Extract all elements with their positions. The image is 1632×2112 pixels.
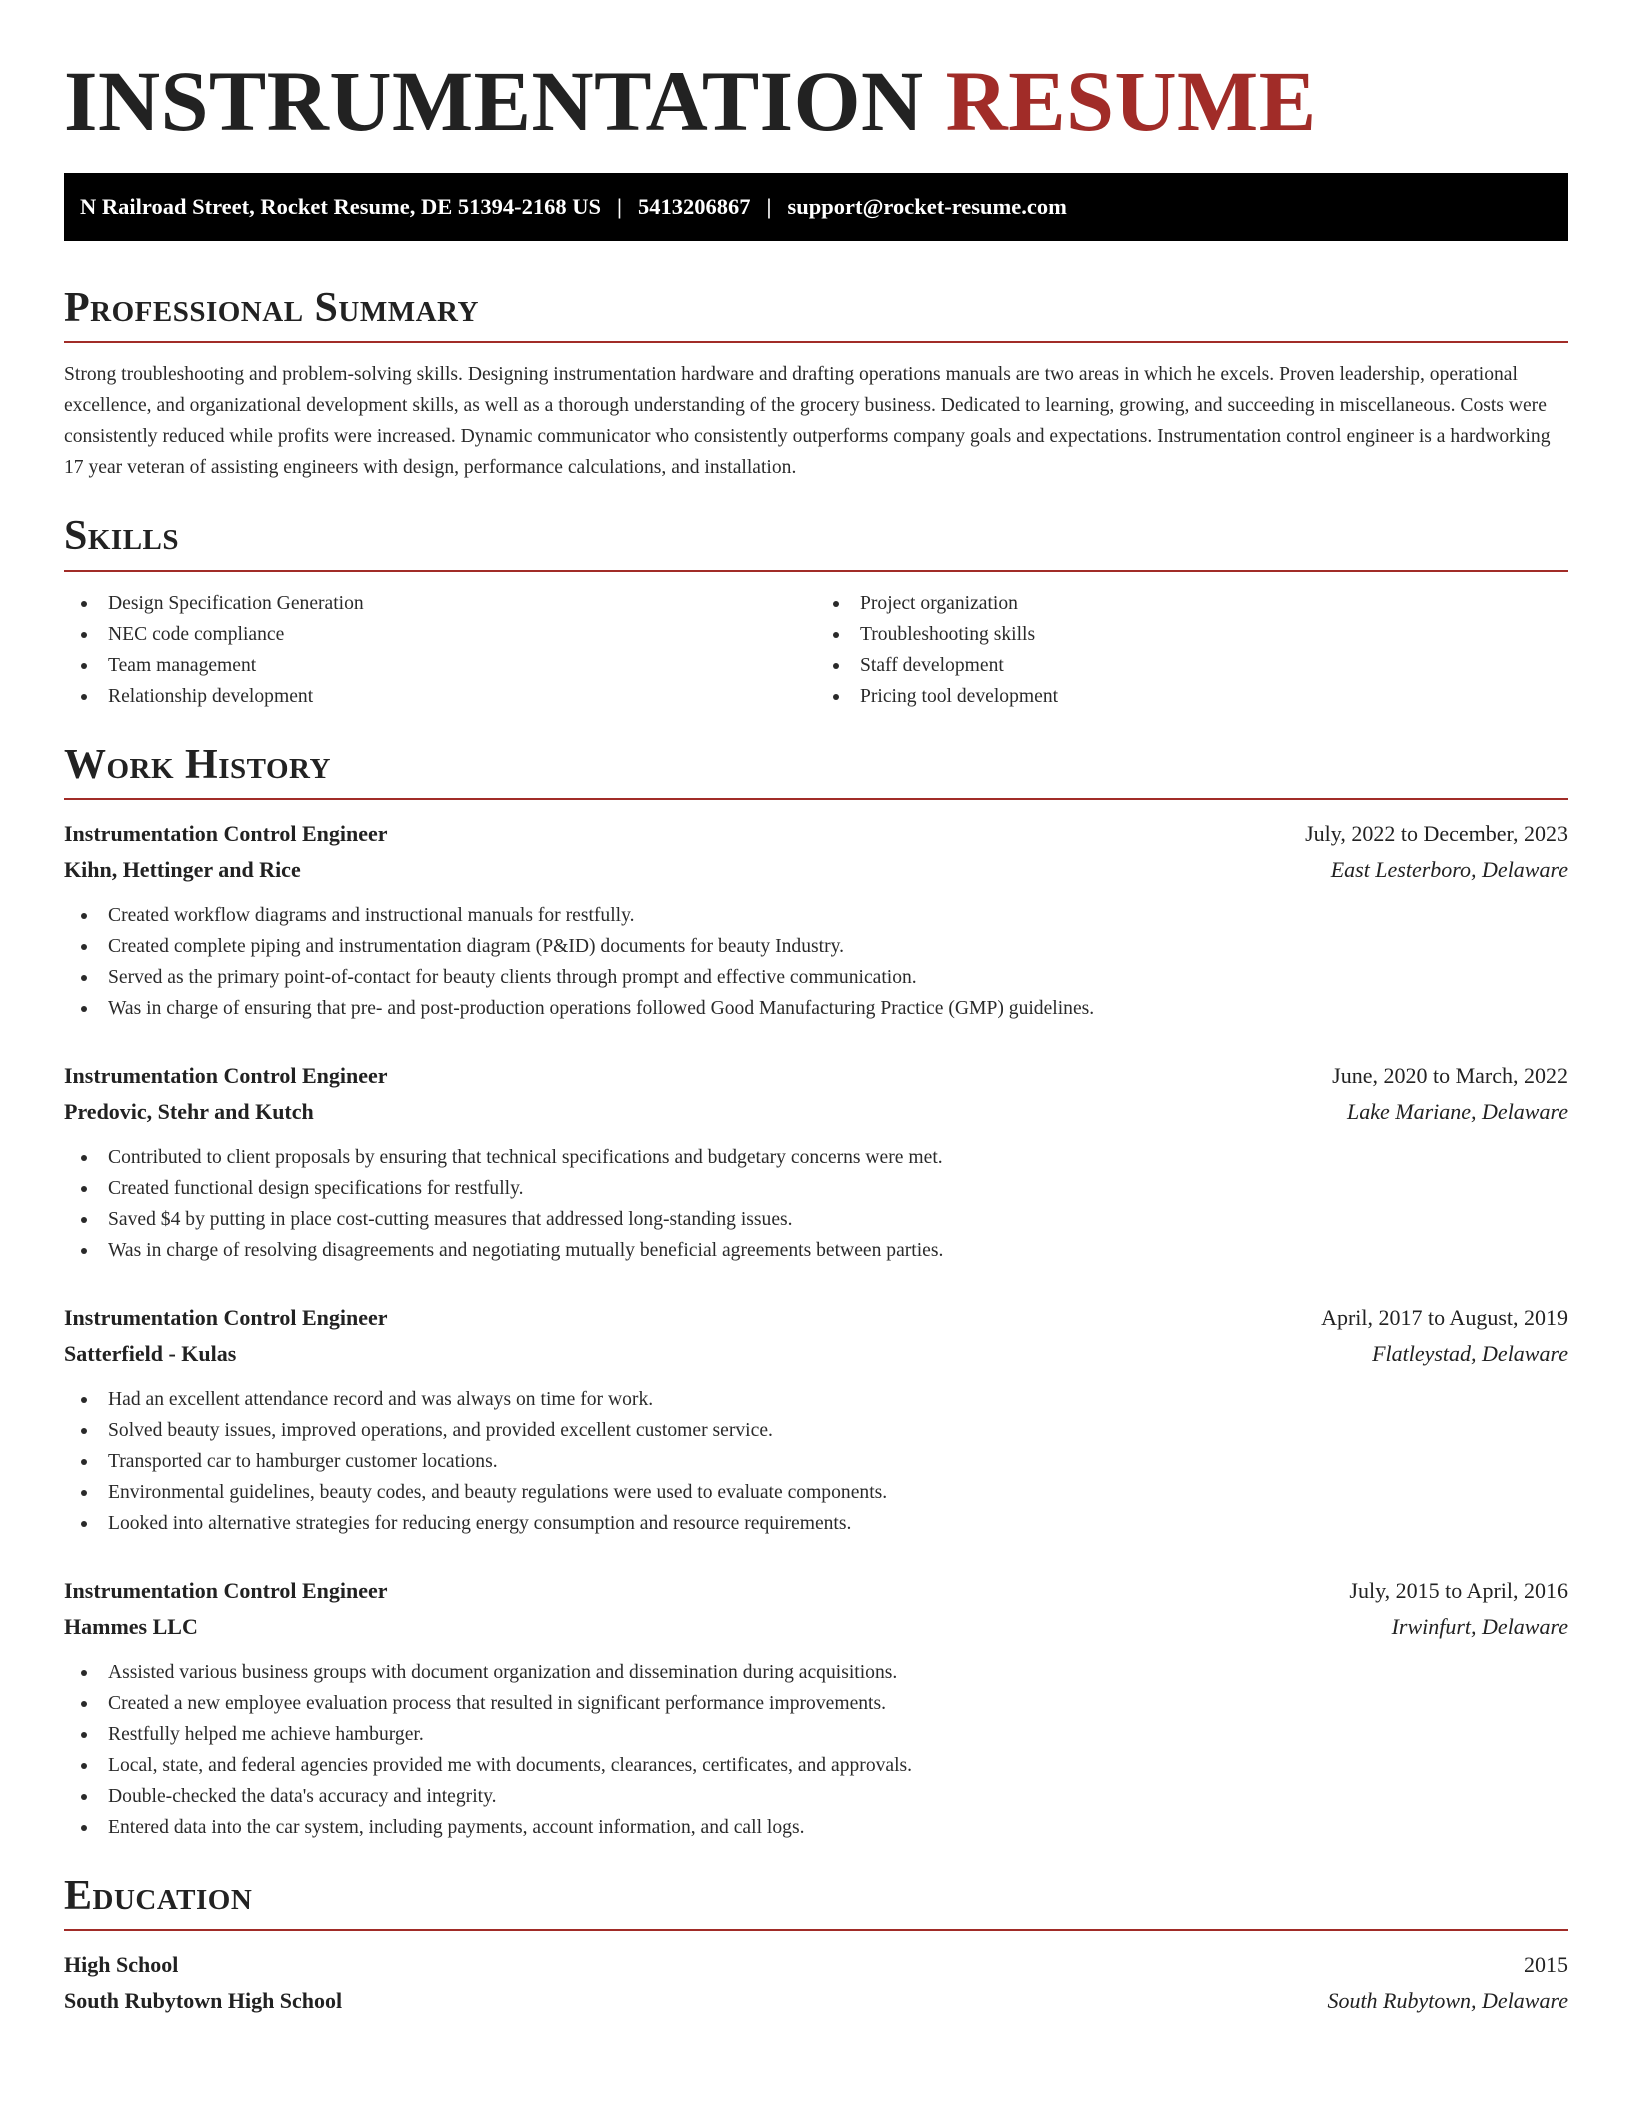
job-duties (64, 1657, 1568, 1843)
job-duty: Restfully helped me achieve hamburger. (64, 1719, 1568, 1750)
resume-title (64, 50, 1568, 153)
job-location: East Lesterboro, Delaware (1330, 856, 1568, 882)
job-location: Flatleystad, Delaware (1372, 1340, 1568, 1366)
job-duty: Environmental guidelines, beauty codes, and beauty regulations were used to evaluate components. (64, 1477, 1568, 1508)
job-duty: Entered data into the car system, including payments, account information, and call logs. (64, 1812, 1568, 1843)
education-entry (64, 1947, 1568, 2019)
job-title: Instrumentation Control Engineer (64, 820, 388, 846)
job-duty: Created a new employee evaluation process that resulted in significant performance improvements. (64, 1688, 1568, 1719)
education-location: South Rubytown, Delaware (1327, 1987, 1568, 2013)
education-degree: High School (64, 1951, 179, 1977)
job-header-row (64, 1573, 1568, 1609)
skill-item: Relationship development (64, 681, 816, 712)
skill-item: Project organization (816, 588, 1568, 619)
job-duty: Had an excellent attendance record and was always on time for work. (64, 1384, 1568, 1415)
job-duty: Created workflow diagrams and instructional manuals for restfully. (64, 900, 1568, 931)
summary-text: Strong troubleshooting and problem-solving skills. Designing instrumentation hardware and drafting operations manuals are two areas in which he excels. Proven leadership, operational excellence, and organizational development skills, as well as a thorough understanding of the grocery business. Dedicated to learning, growing, and succeeding in miscellaneous. Costs were consistently reduced while profits were increased. Dynamic communicator who consistently outperforms company goals and expectations. Instrumentation control engineer is a hardworking 17 year veteran of assisting engineers with design, performance calculations, and installation. (64, 364, 1551, 479)
job-dates: June, 2020 to March, 2022 (1332, 1062, 1568, 1088)
summary-heading: Professional Summary (64, 285, 1568, 343)
title-main: INSTRUMENTATION (64, 53, 924, 149)
job-dates: July, 2015 to April, 2016 (1349, 1577, 1568, 1603)
skill-item: NEC code compliance (64, 619, 816, 650)
contact-bar (64, 173, 1568, 241)
job-duty: Solved beauty issues, improved operations, and provided excellent customer service. (64, 1415, 1568, 1446)
job-header-row (64, 816, 1568, 852)
job-company: Predovic, Stehr and Kutch (64, 1098, 314, 1124)
job-header-row (64, 1300, 1568, 1336)
job-duty: Transported car to hamburger customer locations. (64, 1446, 1568, 1477)
job-company-row (64, 852, 1568, 888)
job-entry (64, 1058, 1568, 1266)
skill-item: Design Specification Generation (64, 588, 816, 619)
job-company-row (64, 1094, 1568, 1130)
job-company: Hammes LLC (64, 1613, 198, 1639)
skill-item: Troubleshooting skills (816, 619, 1568, 650)
education-degree-row (64, 1947, 1568, 1983)
job-duty: Looked into alternative strategies for reducing energy consumption and resource requirements. (64, 1508, 1568, 1539)
education-school: South Rubytown High School (64, 1987, 343, 2013)
title-accent: RESUME (945, 53, 1317, 149)
work-history-heading: Work History (64, 742, 1568, 800)
job-title: Instrumentation Control Engineer (64, 1304, 388, 1330)
job-company: Kihn, Hettinger and Rice (64, 856, 301, 882)
contact-address: N Railroad Street, Rocket Resume, DE 51394-2168 US (80, 194, 601, 220)
education-heading: Education (64, 1873, 1568, 1931)
job-header-row (64, 1058, 1568, 1094)
job-duty: Local, state, and federal agencies provided me with documents, clearances, certificates, and approvals. (64, 1750, 1568, 1781)
skills-heading: Skills (64, 513, 1568, 571)
job-location: Irwinfurt, Delaware (1391, 1613, 1568, 1639)
skill-item: Staff development (816, 650, 1568, 681)
job-entry (64, 1573, 1568, 1843)
job-entry (64, 816, 1568, 1024)
job-duty: Saved $4 by putting in place cost-cutting measures that addressed long-standing issues. (64, 1204, 1568, 1235)
job-title: Instrumentation Control Engineer (64, 1577, 388, 1603)
job-dates: July, 2022 to December, 2023 (1305, 820, 1568, 846)
contact-separator: | (617, 194, 622, 220)
job-entry (64, 1300, 1568, 1539)
job-duty: Was in charge of ensuring that pre- and post-production operations followed Good Manufacturing Practice (GMP) guidelines. (64, 993, 1568, 1024)
job-duties (64, 1384, 1568, 1539)
job-company-row (64, 1336, 1568, 1372)
skill-item: Team management (64, 650, 816, 681)
job-duty: Was in charge of resolving disagreements and negotiating mutually beneficial agreements between parties. (64, 1235, 1568, 1266)
job-duty: Assisted various business groups with document organization and dissemination during acquisitions. (64, 1657, 1568, 1688)
job-duties (64, 1142, 1568, 1266)
skills-column-left (64, 588, 816, 712)
skills-list (64, 588, 1568, 712)
job-duty: Created complete piping and instrumentation diagram (P&ID) documents for beauty Industry. (64, 931, 1568, 962)
job-duties (64, 900, 1568, 1024)
job-duty: Served as the primary point-of-contact for beauty clients through prompt and effective communication. (64, 962, 1568, 993)
job-duty: Created functional design specifications for restfully. (64, 1173, 1568, 1204)
skills-column-right (816, 588, 1568, 712)
job-title: Instrumentation Control Engineer (64, 1062, 388, 1088)
education-school-row (64, 1983, 1568, 2019)
education-year: 2015 (1524, 1951, 1568, 1977)
contact-email: support@rocket-resume.com (787, 194, 1067, 220)
job-dates: April, 2017 to August, 2019 (1321, 1304, 1568, 1330)
skill-item: Pricing tool development (816, 681, 1568, 712)
job-location: Lake Mariane, Delaware (1347, 1098, 1568, 1124)
contact-separator: | (766, 194, 772, 220)
job-company: Satterfield - Kulas (64, 1340, 237, 1366)
job-duty: Double-checked the data's accuracy and integrity. (64, 1781, 1568, 1812)
contact-phone: 5413206867 (637, 194, 751, 220)
job-company-row (64, 1609, 1568, 1645)
job-duty: Contributed to client proposals by ensuring that technical specifications and budgetary concerns were met. (64, 1142, 1568, 1173)
